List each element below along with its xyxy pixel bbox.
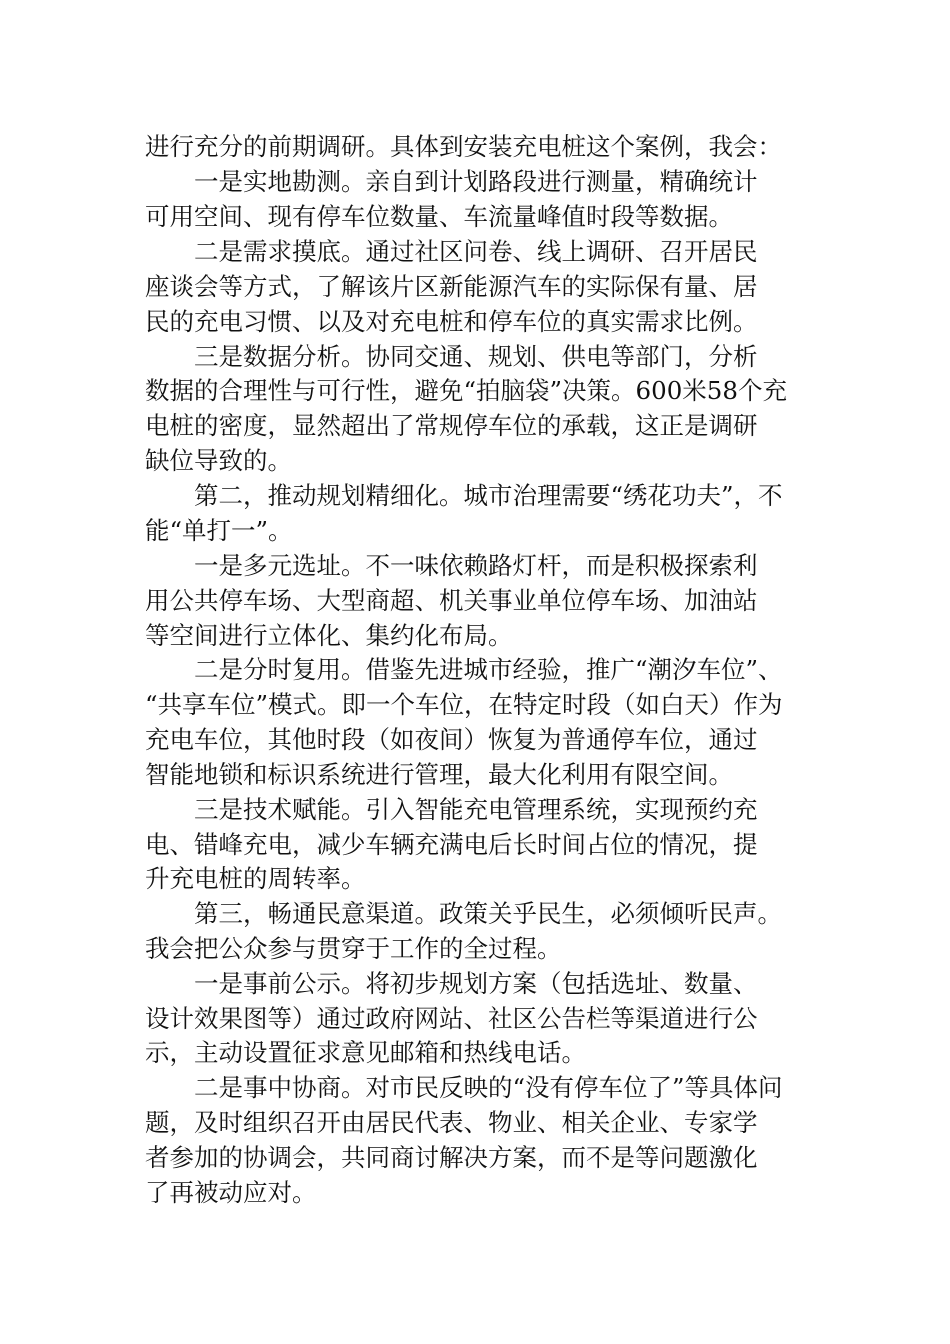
text-line: 座谈会等方式，了解该片区新能源汽车的实际保有量、居	[145, 272, 758, 301]
text-line: 三是数据分析。协同交通、规划、供电等部门，分析	[194, 342, 758, 371]
text-line: 我会把公众参与贯穿于工作的全过程。	[145, 934, 562, 963]
text-line: 充电车位，其他时段（如夜间）恢复为普通停车位，通过	[145, 725, 758, 754]
text-line: 二是分时复用。借鉴先进城市经验，推广“潮汐车位”、	[194, 655, 783, 684]
text-line: 缺位导致的。	[145, 446, 292, 475]
text-line: 第三，畅通民意渠道。政策关乎民生，必须倾听民声。	[194, 899, 782, 928]
text-line: 一是实地勘测。亲自到计划路段进行测量，精确统计	[194, 167, 758, 196]
text-line: 民的充电习惯、以及对充电桩和停车位的真实需求比例。	[145, 307, 758, 336]
text-line: 二是事中协商。对市民反映的“没有停车位了”等具体问	[194, 1073, 783, 1102]
text-line: 一是事前公示。将初步规划方案（包括选址、数量、	[194, 969, 758, 998]
text-line: “共享车位”模式。即一个车位，在特定时段（如白天）作为	[145, 690, 783, 719]
text-line: 第二，推动规划精细化。城市治理需要“绣花功夫”，不	[194, 481, 783, 510]
text-line: 可用空间、现有停车位数量、车流量峰值时段等数据。	[145, 202, 733, 231]
text-line: 电桩的密度，显然超出了常规停车位的承载，这正是调研	[145, 411, 758, 440]
text-line: 了再被动应对。	[145, 1178, 317, 1207]
text-line: 等空间进行立体化、集约化布局。	[145, 621, 513, 650]
text-line: 一是多元选址。不一味依赖路灯杆，而是积极探索利	[194, 551, 758, 580]
text-line: 三是技术赋能。引入智能充电管理系统，实现预约充	[194, 795, 758, 824]
text-line: 二是需求摸底。通过社区问卷、线上调研、召开居民	[194, 237, 758, 266]
text-line: 设计效果图等）通过政府网站、社区公告栏等渠道进行公	[145, 1004, 758, 1033]
text-line: 能“单打一”。	[145, 516, 293, 545]
text-line: 题，及时组织召开由居民代表、物业、相关企业、专家学	[145, 1108, 758, 1137]
text-line: 数据的合理性与可行性，避免“拍脑袋”决策。600米58个充	[145, 376, 787, 405]
text-line: 智能地锁和标识系统进行管理，最大化利用有限空间。	[145, 760, 733, 789]
text-line: 示，主动设置征求意见邮箱和热线电话。	[145, 1038, 586, 1067]
text-line: 电、错峰充电，减少车辆充满电后长时间占位的情况，提	[145, 830, 758, 859]
text-line: 进行充分的前期调研。具体到安装充电桩这个案例，我会：	[145, 132, 782, 161]
text-line: 用公共停车场、大型商超、机关事业单位停车场、加油站	[145, 586, 758, 615]
text-line: 升充电桩的周转率。	[145, 864, 366, 893]
text-line: 者参加的协调会，共同商讨解决方案，而不是等问题激化	[145, 1143, 758, 1172]
